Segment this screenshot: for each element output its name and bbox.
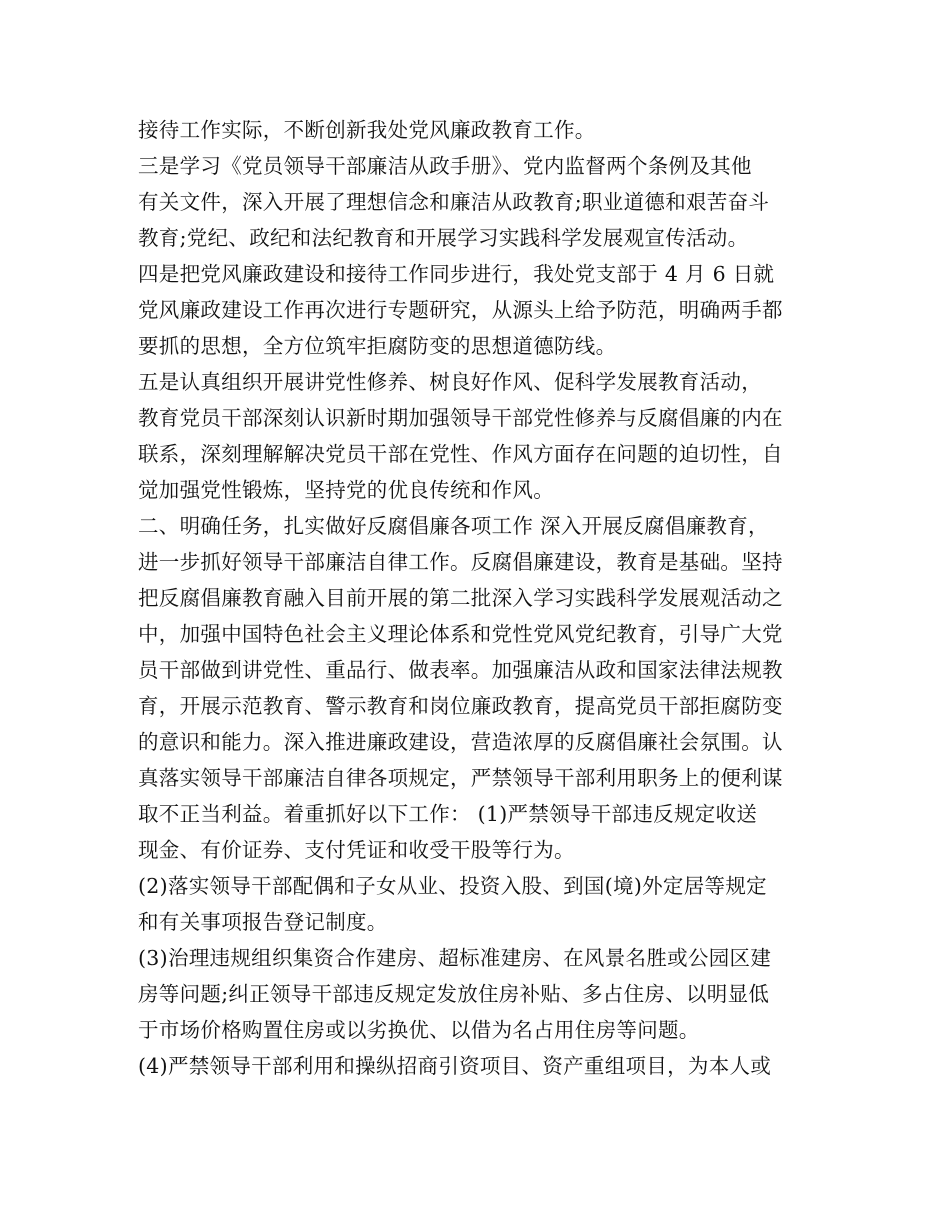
text-line: 教育;党纪、政纪和法纪教育和开展学习实践科学发展观宣传活动。 [138, 226, 749, 250]
text-line: 现金、有价证券、支付凭证和收受干股等行为。 [138, 838, 575, 862]
text-line: 的意识和能力。深入推进廉政建设，营造浓厚的反腐倡廉社会氛围。认 [138, 730, 783, 754]
text-line: 房等问题;纠正领导干部违反规定发放住房补贴、多占住房、以明显低 [138, 982, 770, 1006]
text-line: 进一步抓好领导干部廉洁自律工作。反腐倡廉建设，教育是基础。坚持 [138, 550, 783, 574]
text-line: 要抓的思想，全方位筑牢拒腐防变的思想道德防线。 [138, 334, 617, 358]
text-line: (3)治理违规组织集资合作建房、超标准建房、在风景名胜或公园区建 [138, 946, 772, 970]
text-line: 有关文件，深入开展了理想信念和廉洁从政教育;职业道德和艰苦奋斗 [138, 190, 770, 214]
text-line: 中，加强中国特色社会主义理论体系和党性党风党纪教育，引导广大党 [138, 622, 783, 646]
text-line: 二、明确任务，扎实做好反腐倡廉各项工作 深入开展反腐倡廉教育， [138, 514, 769, 538]
text-line: 和有关事项报告登记制度。 [138, 910, 388, 934]
text-line: 三是学习《党员领导干部廉洁从政手册》、党内监督两个条例及其他 [138, 154, 752, 178]
text-line: 于市场价格购置住房或以劣换优、以借为名占用住房等问题。 [138, 1018, 700, 1042]
text-line: 觉加强党性锻炼，坚持党的优良传统和作风。 [138, 478, 554, 502]
text-line: 取不正当利益。着重抓好以下工作： (1)严禁领导干部违反规定收送 [138, 802, 758, 826]
text-line: 教育党员干部深刻认识新时期加强领导干部党性修养与反腐倡廉的内在 [138, 406, 783, 430]
document-body [138, 112, 838, 1084]
text-line: 接待工作实际，不断创新我处党风廉政教育工作。 [138, 118, 596, 142]
text-line: 党风廉政建设工作再次进行专题研究，从源头上给予防范，明确两手都 [138, 298, 783, 322]
text-line: (4)严禁领导干部利用和操纵招商引资项目、资产重组项目，为本人或 [138, 1054, 772, 1078]
text-line: 联系，深刻理解解决党员干部在党性、作风方面存在问题的迫切性，自 [138, 442, 783, 466]
text-line: 把反腐倡廉教育融入目前开展的第二批深入学习实践科学发展观活动之 [138, 586, 783, 610]
text-line: 四是把党风廉政建设和接待工作同步进行，我处党支部于 4 月 6 日就 [138, 262, 775, 286]
text-line: 育，开展示范教育、警示教育和岗位廉政教育，提高党员干部拒腐防变 [138, 694, 783, 718]
text-line: 五是认真组织开展讲党性修养、树良好作风、促科学发展教育活动， [138, 370, 762, 394]
text-line: (2)落实领导干部配偶和子女从业、投资入股、到国(境)外定居等规定 [138, 874, 767, 898]
text-line: 员干部做到讲党性、重品行、做表率。加强廉洁从政和国家法律法规教 [138, 658, 783, 682]
text-line: 真落实领导干部廉洁自律各项规定，严禁领导干部利用职务上的便利谋 [138, 766, 783, 790]
